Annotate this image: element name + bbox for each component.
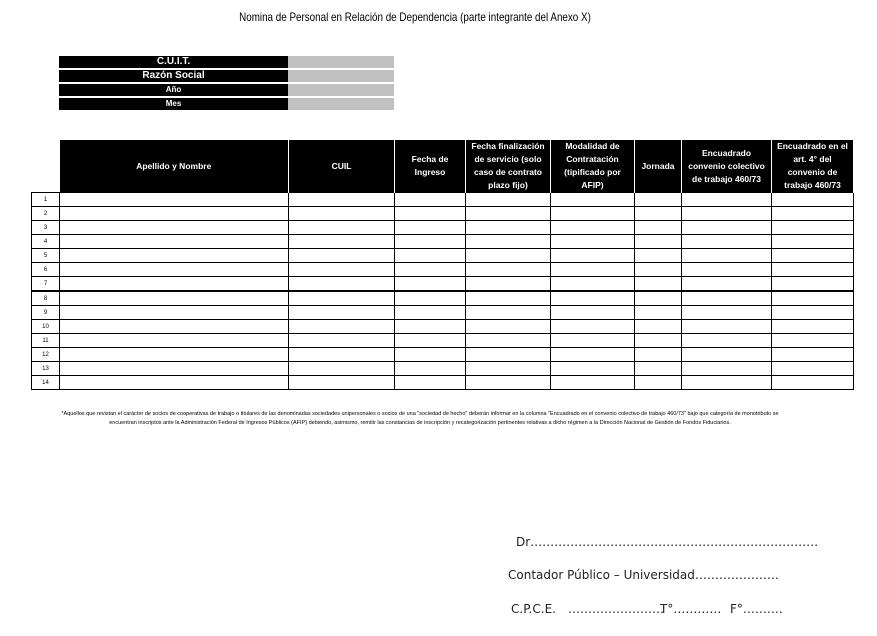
row-number: 5 [32, 249, 60, 263]
table-row [32, 362, 854, 376]
header-cuil: CUIL [289, 140, 395, 193]
cuit-field[interactable] [288, 56, 394, 68]
cell-jornada[interactable] [635, 221, 682, 235]
cell-modalidad[interactable] [551, 362, 635, 376]
table-row [32, 320, 854, 334]
table-row [32, 193, 854, 207]
table-row [32, 249, 854, 263]
cell-modalidad[interactable] [551, 277, 635, 292]
cell-apellido-nombre[interactable] [60, 235, 289, 249]
row-number: 3 [32, 221, 60, 235]
cell-fecha-ingreso[interactable] [395, 334, 466, 348]
table-header-row [32, 140, 854, 193]
cell-fecha-ingreso[interactable] [395, 306, 466, 320]
personal-table [31, 140, 854, 390]
row-number: 10 [32, 320, 60, 334]
cell-convenio-460-73[interactable] [682, 249, 772, 263]
cell-convenio-460-73[interactable] [682, 306, 772, 320]
cell-art4-convenio[interactable] [772, 263, 854, 277]
cell-jornada[interactable] [635, 277, 682, 292]
cell-art4-convenio[interactable] [772, 362, 854, 376]
row-number: 12 [32, 348, 60, 362]
cell-cuil[interactable] [289, 277, 395, 292]
mes-label: Mes [59, 98, 288, 110]
cell-convenio-460-73[interactable] [682, 291, 772, 306]
signature-cpce-dots: …………………… [568, 602, 664, 616]
table-row [32, 376, 854, 390]
cell-apellido-nombre[interactable] [60, 277, 289, 292]
cell-fecha-ingreso[interactable] [395, 320, 466, 334]
cell-art4-convenio[interactable] [772, 193, 854, 207]
identification-table [59, 54, 394, 112]
cell-art4-convenio[interactable] [772, 249, 854, 263]
cell-cuil[interactable] [289, 376, 395, 390]
cell-modalidad[interactable] [551, 291, 635, 306]
cell-jornada[interactable] [635, 235, 682, 249]
cell-modalidad[interactable] [551, 348, 635, 362]
cell-cuil[interactable] [289, 249, 395, 263]
cell-jornada[interactable] [635, 291, 682, 306]
table-row [32, 235, 854, 249]
header-fecha-ingreso: Fecha de Ingreso [395, 140, 466, 193]
cell-jornada[interactable] [635, 207, 682, 221]
cell-jornada[interactable] [635, 376, 682, 390]
cell-apellido-nombre[interactable] [60, 207, 289, 221]
cell-convenio-460-73[interactable] [682, 235, 772, 249]
header-fecha-finalizacion: Fecha finalización de servicio (solo caso de contrato plazo fijo) [466, 140, 551, 193]
cell-apellido-nombre[interactable] [60, 306, 289, 320]
cell-jornada[interactable] [635, 263, 682, 277]
cell-fecha-ingreso[interactable] [395, 207, 466, 221]
cell-fecha-finalizacion[interactable] [466, 320, 551, 334]
cell-art4-convenio[interactable] [772, 306, 854, 320]
cell-jornada[interactable] [635, 334, 682, 348]
cell-cuil[interactable] [289, 320, 395, 334]
cell-fecha-ingreso[interactable] [395, 362, 466, 376]
cell-fecha-ingreso[interactable] [395, 235, 466, 249]
cell-modalidad[interactable] [551, 235, 635, 249]
cell-convenio-460-73[interactable] [682, 207, 772, 221]
cell-apellido-nombre[interactable] [60, 320, 289, 334]
cell-jornada[interactable] [635, 320, 682, 334]
cell-modalidad[interactable] [551, 376, 635, 390]
cell-apellido-nombre[interactable] [60, 291, 289, 306]
signature-dr-line: Dr……………………………………………………………… [516, 535, 819, 549]
header-apellido-nombre: Apellido y Nombre [60, 140, 289, 193]
table-row [32, 334, 854, 348]
row-number: 6 [32, 263, 60, 277]
cell-fecha-finalizacion[interactable] [466, 362, 551, 376]
cell-convenio-460-73[interactable] [682, 376, 772, 390]
cell-fecha-finalizacion[interactable] [466, 263, 551, 277]
signature-contador-line: Contador Público – Universidad………………… [508, 568, 779, 582]
table-row [32, 348, 854, 362]
signature-tomo: T°………… [660, 602, 722, 616]
table-row [32, 291, 854, 306]
cell-fecha-finalizacion[interactable] [466, 249, 551, 263]
cell-convenio-460-73[interactable] [682, 193, 772, 207]
signature-folio: F°………. [730, 602, 783, 616]
cell-convenio-460-73[interactable] [682, 263, 772, 277]
cell-modalidad[interactable] [551, 334, 635, 348]
signature-cpce-label: C.P.C.E. [511, 602, 556, 616]
cell-fecha-ingreso[interactable] [395, 277, 466, 292]
footnote: *Aquellos que revistan el carácter de socios de cooperativas de trabajo o titulares de las denominadas sociedades unipersonales o socios de una "sociedad de hecho" deberán informar en la columna "Encuadrado en el convenio colectivo de trabajo 460/73" bajo que categoría de monotributo se encuentran inscriptos ante la Administración Federal de Ingresos Públicos (AFIP) debiendo, asimismo, remitir las constancias de inscripción y recategorización pertinentes relativas a dicho régimen a la Dirección Nacional de Gestión de Fondos Fiduciarios. [61, 411, 779, 426]
table-row [32, 207, 854, 221]
cell-art4-convenio[interactable] [772, 221, 854, 235]
cell-fecha-ingreso[interactable] [395, 376, 466, 390]
anio-label: Año [59, 84, 288, 96]
cell-fecha-ingreso[interactable] [395, 221, 466, 235]
cell-cuil[interactable] [289, 207, 395, 221]
cell-jornada[interactable] [635, 306, 682, 320]
page-title: Nomina de Personal en Relación de Dependencia (parte integrante del Anexo X) [239, 10, 591, 24]
row-number: 13 [32, 362, 60, 376]
cell-art4-convenio[interactable] [772, 207, 854, 221]
row-number: 2 [32, 207, 60, 221]
cell-convenio-460-73[interactable] [682, 362, 772, 376]
header-art4-convenio: Encuadrado en el art. 4° del convenio de trabajo 460/73 [772, 140, 854, 193]
cell-art4-convenio[interactable] [772, 376, 854, 390]
cell-jornada[interactable] [635, 193, 682, 207]
cell-fecha-finalizacion[interactable] [466, 348, 551, 362]
cell-cuil[interactable] [289, 306, 395, 320]
header-convenio-460-73: Encuadrado convenio colectivo de trabajo 460/73 [682, 140, 772, 193]
cell-jornada[interactable] [635, 348, 682, 362]
cell-convenio-460-73[interactable] [682, 320, 772, 334]
row-number: 14 [32, 376, 60, 390]
row-number: 11 [32, 334, 60, 348]
cell-fecha-finalizacion[interactable] [466, 306, 551, 320]
row-number-header [32, 140, 60, 193]
cell-fecha-ingreso[interactable] [395, 291, 466, 306]
cell-fecha-finalizacion[interactable] [466, 235, 551, 249]
row-number: 9 [32, 306, 60, 320]
cell-art4-convenio[interactable] [772, 235, 854, 249]
cell-cuil[interactable] [289, 348, 395, 362]
cell-apellido-nombre[interactable] [60, 334, 289, 348]
cell-cuil[interactable] [289, 263, 395, 277]
cell-modalidad[interactable] [551, 193, 635, 207]
table-row [32, 221, 854, 235]
cell-modalidad[interactable] [551, 207, 635, 221]
cell-cuil[interactable] [289, 291, 395, 306]
cell-convenio-460-73[interactable] [682, 221, 772, 235]
row-number: 8 [32, 291, 60, 306]
cell-fecha-finalizacion[interactable] [466, 207, 551, 221]
cell-jornada[interactable] [635, 362, 682, 376]
row-number: 1 [32, 193, 60, 207]
cell-cuil[interactable] [289, 193, 395, 207]
cell-fecha-finalizacion[interactable] [466, 376, 551, 390]
cell-art4-convenio[interactable] [772, 320, 854, 334]
cell-apellido-nombre[interactable] [60, 362, 289, 376]
cell-fecha-finalizacion[interactable] [466, 193, 551, 207]
cell-apellido-nombre[interactable] [60, 193, 289, 207]
cell-cuil[interactable] [289, 362, 395, 376]
cell-cuil[interactable] [289, 235, 395, 249]
row-number: 7 [32, 277, 60, 292]
cell-apellido-nombre[interactable] [60, 376, 289, 390]
cell-jornada[interactable] [635, 249, 682, 263]
header-modalidad: Modalidad de Contratación (tipificado por AFIP) [551, 140, 635, 193]
table-row [32, 306, 854, 320]
cell-apellido-nombre[interactable] [60, 263, 289, 277]
header-jornada: Jornada [635, 140, 682, 193]
cell-fecha-finalizacion[interactable] [466, 291, 551, 306]
anio-field[interactable] [288, 84, 394, 96]
cell-art4-convenio[interactable] [772, 277, 854, 292]
mes-field[interactable] [288, 98, 394, 110]
cell-modalidad[interactable] [551, 221, 635, 235]
table-row [32, 263, 854, 277]
cell-cuil[interactable] [289, 334, 395, 348]
razon-social-field[interactable] [288, 70, 394, 82]
razon-social-label: Razón Social [59, 70, 288, 82]
cell-fecha-ingreso[interactable] [395, 263, 466, 277]
cell-modalidad[interactable] [551, 249, 635, 263]
table-row [32, 277, 854, 292]
cell-modalidad[interactable] [551, 263, 635, 277]
cell-fecha-ingreso[interactable] [395, 193, 466, 207]
cell-apellido-nombre[interactable] [60, 249, 289, 263]
cell-convenio-460-73[interactable] [682, 334, 772, 348]
cell-modalidad[interactable] [551, 306, 635, 320]
cell-art4-convenio[interactable] [772, 291, 854, 306]
cell-modalidad[interactable] [551, 320, 635, 334]
cell-fecha-ingreso[interactable] [395, 249, 466, 263]
cell-cuil[interactable] [289, 221, 395, 235]
cell-fecha-finalizacion[interactable] [466, 277, 551, 292]
cell-fecha-finalizacion[interactable] [466, 334, 551, 348]
cell-fecha-ingreso[interactable] [395, 348, 466, 362]
cell-apellido-nombre[interactable] [60, 348, 289, 362]
cuit-label: C.U.I.T. [59, 56, 288, 68]
cell-apellido-nombre[interactable] [60, 221, 289, 235]
row-number: 4 [32, 235, 60, 249]
cell-fecha-finalizacion[interactable] [466, 221, 551, 235]
cell-convenio-460-73[interactable] [682, 277, 772, 292]
cell-art4-convenio[interactable] [772, 334, 854, 348]
cell-art4-convenio[interactable] [772, 348, 854, 362]
cell-convenio-460-73[interactable] [682, 348, 772, 362]
